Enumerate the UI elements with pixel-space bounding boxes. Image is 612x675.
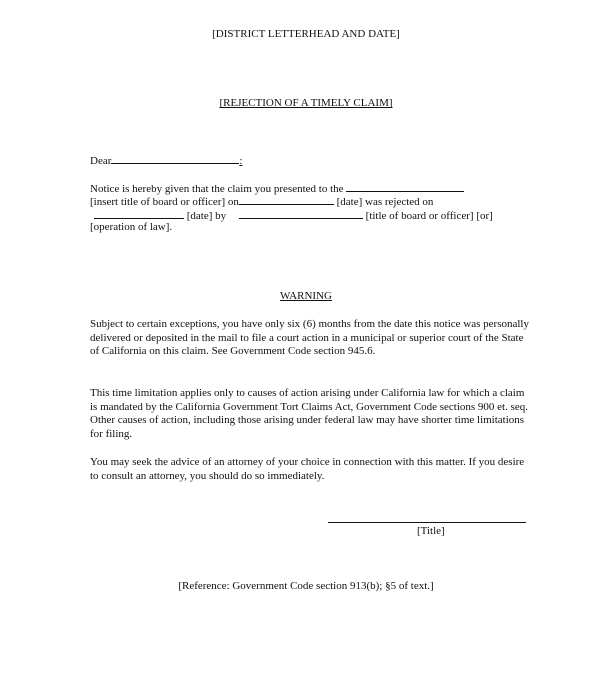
- notice-line-1-text: Notice is hereby given that the claim you presented to the: [90, 183, 344, 195]
- notice-line-2: [90, 194, 433, 209]
- document-title-text: [REJECTION OF A TIMELY CLAIM]: [219, 97, 393, 109]
- warning-paragraph-1: Subject to certain exceptions, you have only six (6) months from the date this notice was personally delivered or deposited in the mail to file a court action in a municipal or superior court of the State of California on this claim. See Government Code section 945.6.: [90, 318, 529, 358]
- recipient-name-blank: [111, 153, 239, 164]
- notice-line-2a-text: [insert title of board or officer] on: [90, 196, 239, 208]
- notice-line-3a-text: [date] by: [186, 210, 227, 222]
- warning-heading: [0, 290, 612, 302]
- warning-paragraph-2: This time limitation applies only to causes of action arising under California law for which a claim is mandated by the California Government Tort Claims Act, Government Code sections 900 et. seq. Other causes of action, including those arising under federal law may have shorter time limitations for filing.: [90, 387, 529, 440]
- letterhead-placeholder: [DISTRICT LETTERHEAD AND DATE]: [212, 28, 400, 40]
- rejected-date-blank: [94, 208, 184, 219]
- rejecting-board-blank: [239, 208, 363, 219]
- notice-line-4: [90, 221, 172, 234]
- warning-paragraph-3: You may seek the advice of an attorney of your choice in connection with this matter. If you desire to consult an attorney, you should do so immediately.: [90, 456, 525, 482]
- document-title: [0, 97, 612, 109]
- notice-line-3b-text: [title of board or officer] [or]: [365, 210, 493, 222]
- salutation-dear: Dear: [90, 155, 112, 167]
- salutation-colon: :: [239, 155, 243, 167]
- signature-line: [328, 522, 526, 523]
- salutation: [90, 153, 242, 168]
- board-name-blank: [346, 181, 464, 192]
- warning-heading-text: WARNING: [280, 290, 332, 302]
- notice-line-2b-text: [date] was rejected on: [336, 196, 434, 208]
- presented-date-blank: [239, 194, 334, 205]
- notice-line-4-text: [operation of law].: [90, 221, 173, 233]
- signature-title: [Title]: [417, 525, 445, 537]
- reference-note: [Reference: Government Code section 913(b); §5 of text.]: [178, 580, 434, 592]
